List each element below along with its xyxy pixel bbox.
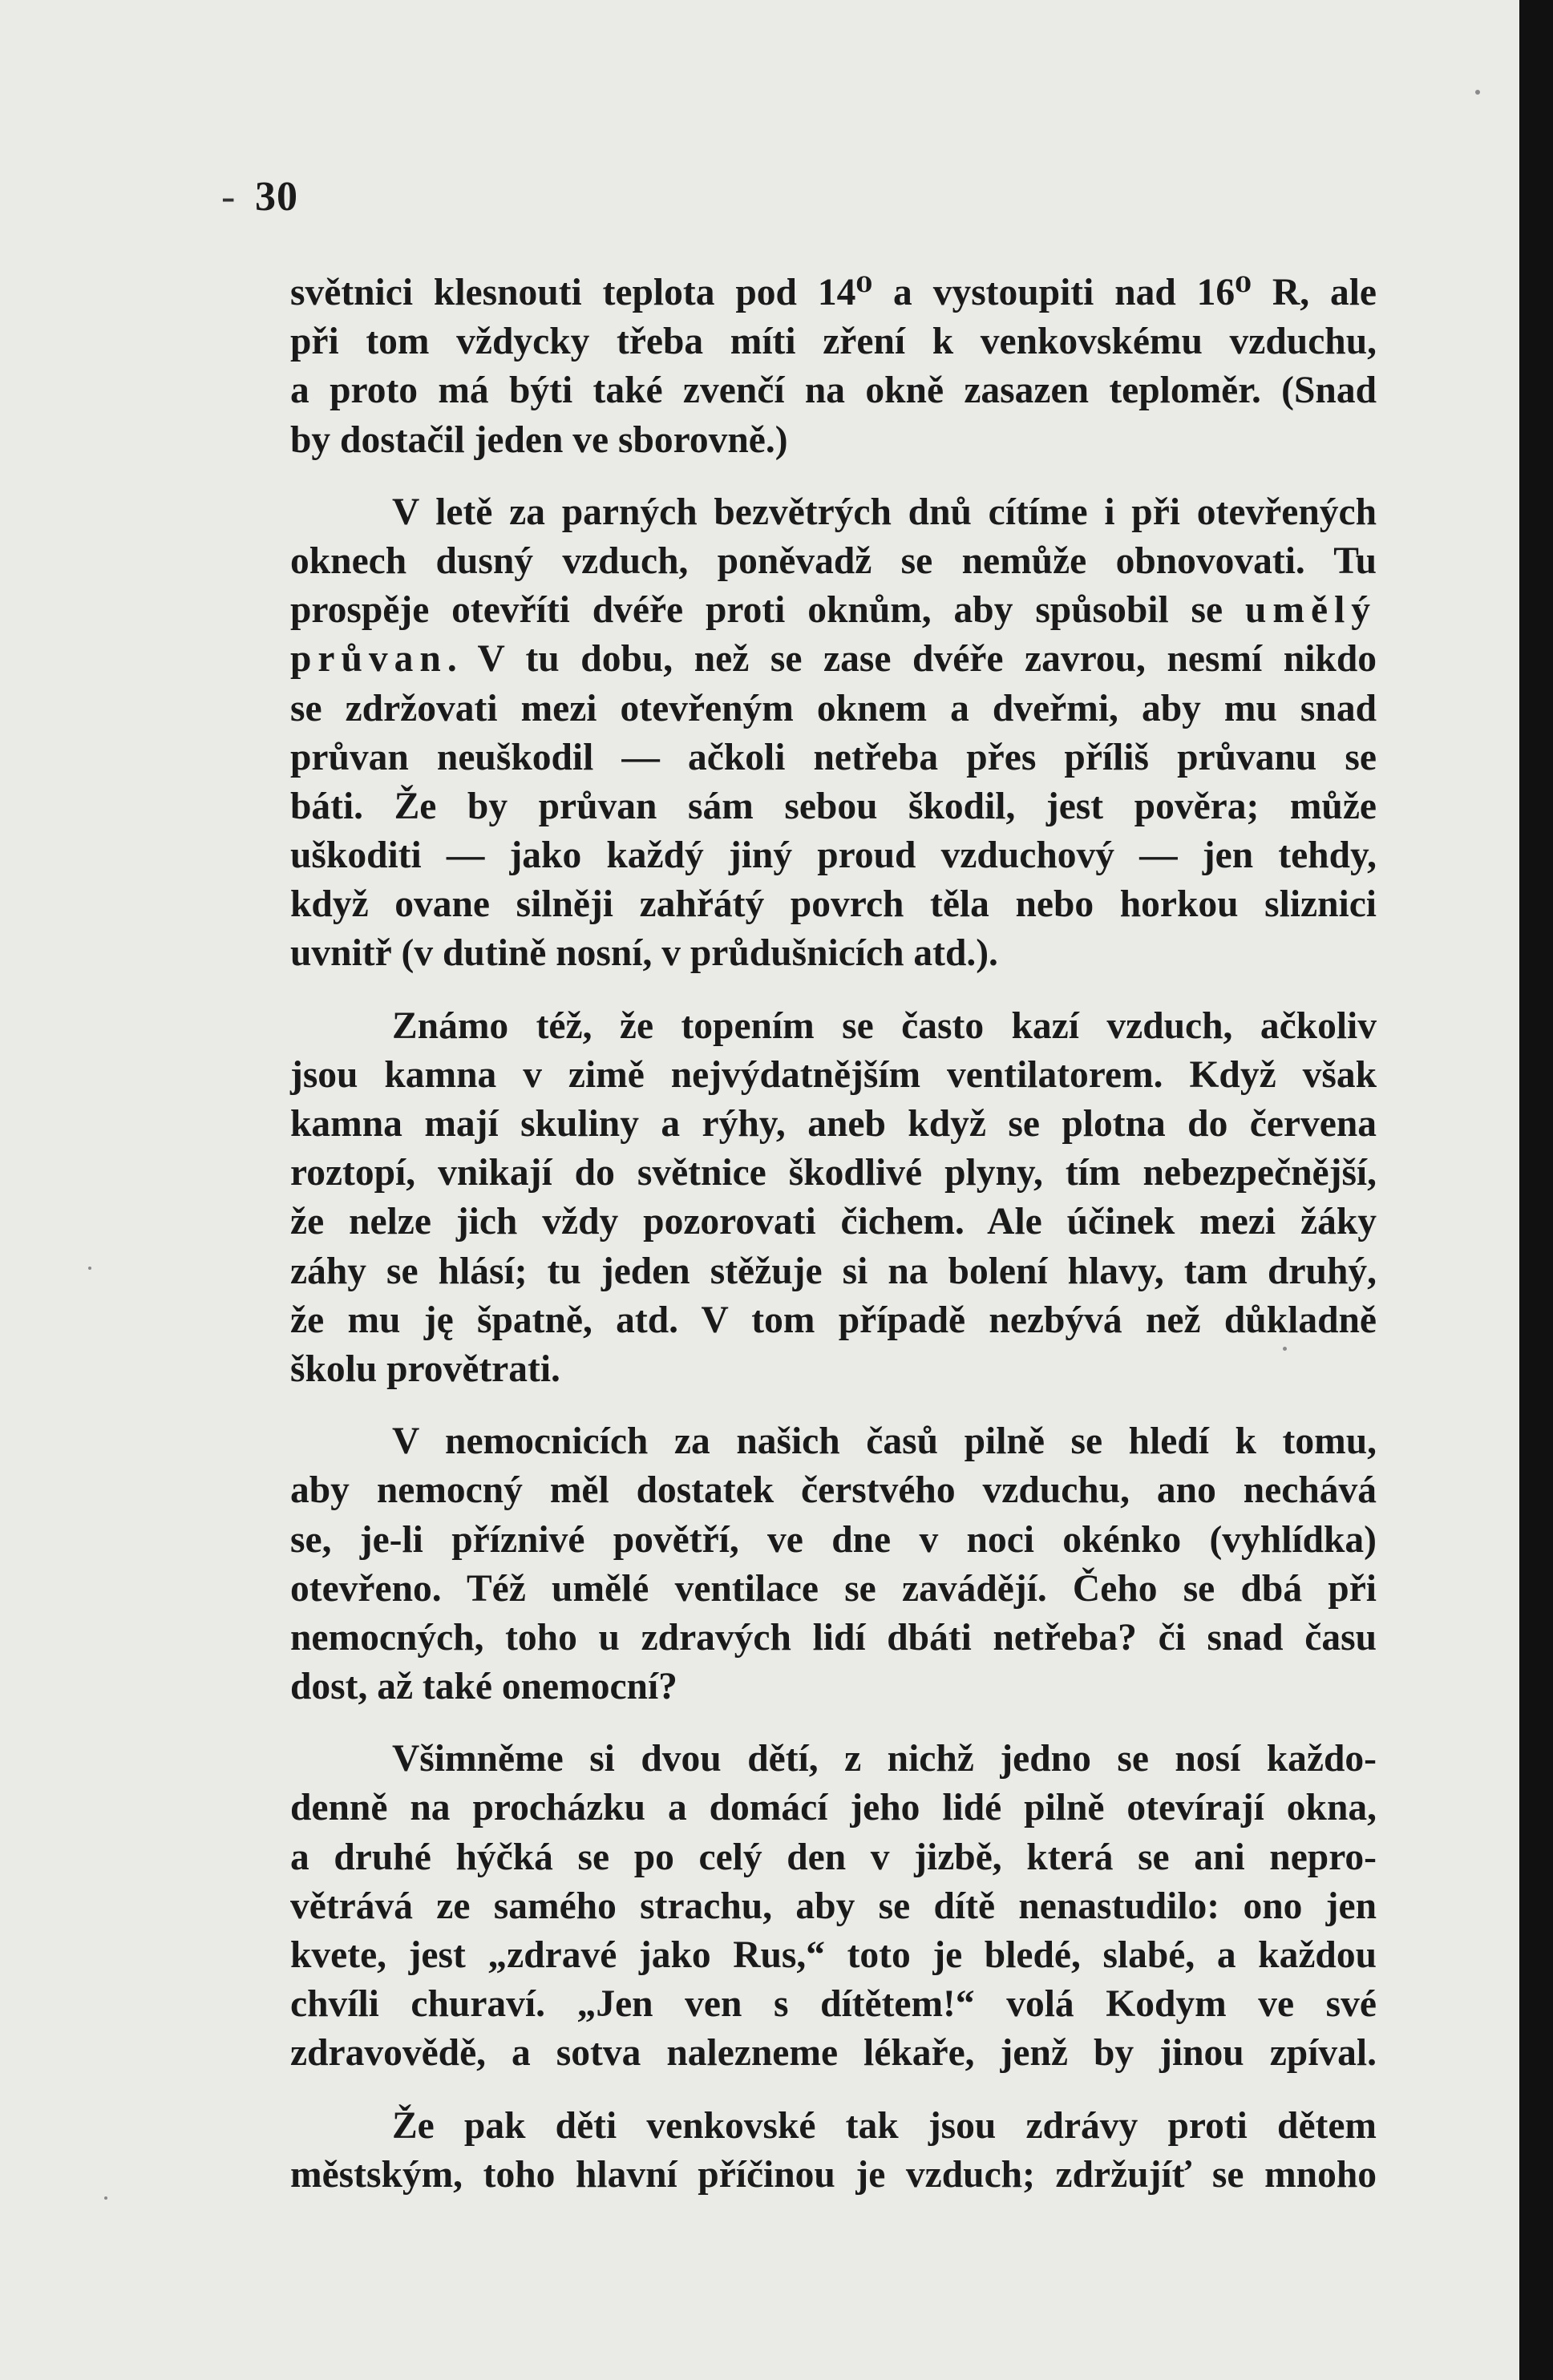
text-line: že mu ję špatně, atd. V tom případě nezbývá než důkladně [290,1299,1377,1341]
scan-speck [88,1267,91,1270]
text-line: aby nemocný měl dostatek čerstvého vzduchu, ano nechává [290,1469,1377,1512]
paragraph [290,488,1377,979]
text-line: Že pak děti venkovské tak jsou zdrávy proti dětem [392,2104,1377,2147]
spaced-emphasis: průvan [290,638,447,681]
text-line: zdravovědě, a sotva nalezneme lékaře, jenž by jinou zpíval. [290,2032,1377,2075]
paragraph [290,1002,1377,1395]
text-line: uškoditi — jako každý jiný proud vzduchový — jen tehdy, [290,834,1377,877]
scan-speck [1283,1347,1287,1351]
paragraph [290,2102,1377,2200]
text-line: báti. Že by průvan sám sebou škodil, jest pověra; může [290,785,1377,827]
text-line: denně na procházku a domácí jeho lidé pilně otevírají okna, [290,1787,1377,1829]
text-line: nemocných, toho u zdravých lidí dbáti netřeba? či snad času [290,1616,1377,1659]
text-line: dost, až také onemocní? [290,1666,677,1708]
text-line: se, je-li příznivé povětří, ve dne v noci okénko (vyhlídka) [290,1518,1377,1561]
scan-speck [1475,90,1480,95]
text-line: školu provětrati. [290,1348,560,1390]
text-line: kamna mají skuliny a rýhy, aneb když se plotna do červena [290,1103,1377,1145]
text-line: V nemocnicích za našich časů pilně se hledí k tomu, [392,1420,1377,1463]
text-line: jsou kamna v zimě nejvýdatnějším ventilatorem. Když však [290,1053,1377,1096]
text-line: že nelze jich vždy pozorovati čichem. Ale účinek mezi žáky [290,1201,1377,1243]
text-line [290,635,1377,684]
page-number-dash: - [221,174,236,220]
text-line: světnici klesnouti teplota pod 14⁰ a vystoupiti nad 16⁰ R, ale [290,272,1377,313]
text-line: Všimněme si dvou dětí, z nichž jedno se nosí každo- [392,1738,1377,1780]
text-line: při tom vždycky třeba míti zření k venkovskému vzduchu, [290,321,1377,363]
text-line: se zdržovati mezi otevřeným oknem a dveřmi, aby mu snad [290,687,1377,729]
text-line: záhy se hlásí; tu jeden stěžuje si na bolení hlavy, tam druhý, [290,1250,1377,1292]
text-line: roztopí, vnikají do světnice škodlivé plyny, tím nebezpečnější, [290,1152,1377,1194]
paragraph [290,1417,1377,1711]
text-line: otevřeno. Též umělé ventilace se zavádějí. Čeho se dbá při [290,1567,1377,1610]
scan-speck [104,2196,107,2200]
text-line: chvíli churaví. „Jen ven s dítětem!“ volá Kodym ve své [290,1983,1377,2026]
text-line: průvan neuškodil — ačkoli netřeba přes příliš průvanu se [290,736,1377,778]
spaced-emphasis: umělý [1245,589,1377,632]
scan-dark-edge [1519,0,1553,2380]
text-line: městským, toho hlavní příčinou je vzduch; zdržujíť se mnoho [290,2153,1377,2196]
paragraph [290,1735,1377,2078]
text-line: uvnitř (v dutině nosní, v průdušnicích atd.). [290,932,998,975]
text-line: by dostačil jeden ve sborovně.) [290,418,788,461]
text-line: kvete, jest „zdravé jako Rus,“ toto je bledé, slabé, a každou [290,1934,1377,1976]
text-run: prospěje otevříti dvéře proti oknům, aby spůsobil se [290,589,1223,632]
text-line: a druhé hýčká se po celý den v jizbě, která se ani nepro- [290,1836,1377,1878]
body-text [290,269,1377,2200]
text-line: Známo též, že topením se často kazí vzduch, ačkoliv [392,1004,1377,1047]
page-number: 30 [255,174,298,220]
text-line: když ovane silněji zahřátý povrch těla nebo horkou sliznici [290,883,1377,926]
text-line: větrává ze samého strachu, aby se dítě nenastudilo: ono jen [290,1885,1377,1927]
text-line: a proto má býti také zvenčí na okně zasazen teploměr. (Snad [290,370,1377,412]
paragraph [290,269,1377,465]
text-line: V letě za parných bezvětrých dnů cítíme i při otevřených [392,491,1377,533]
text-line [290,586,1377,635]
text-line: oknech dusný vzduch, poněvadž se nemůže obnovovati. Tu [290,539,1377,582]
text-run: . V tu dobu, než se zase dvéře zavrou, nesmí nikdo [447,638,1377,681]
